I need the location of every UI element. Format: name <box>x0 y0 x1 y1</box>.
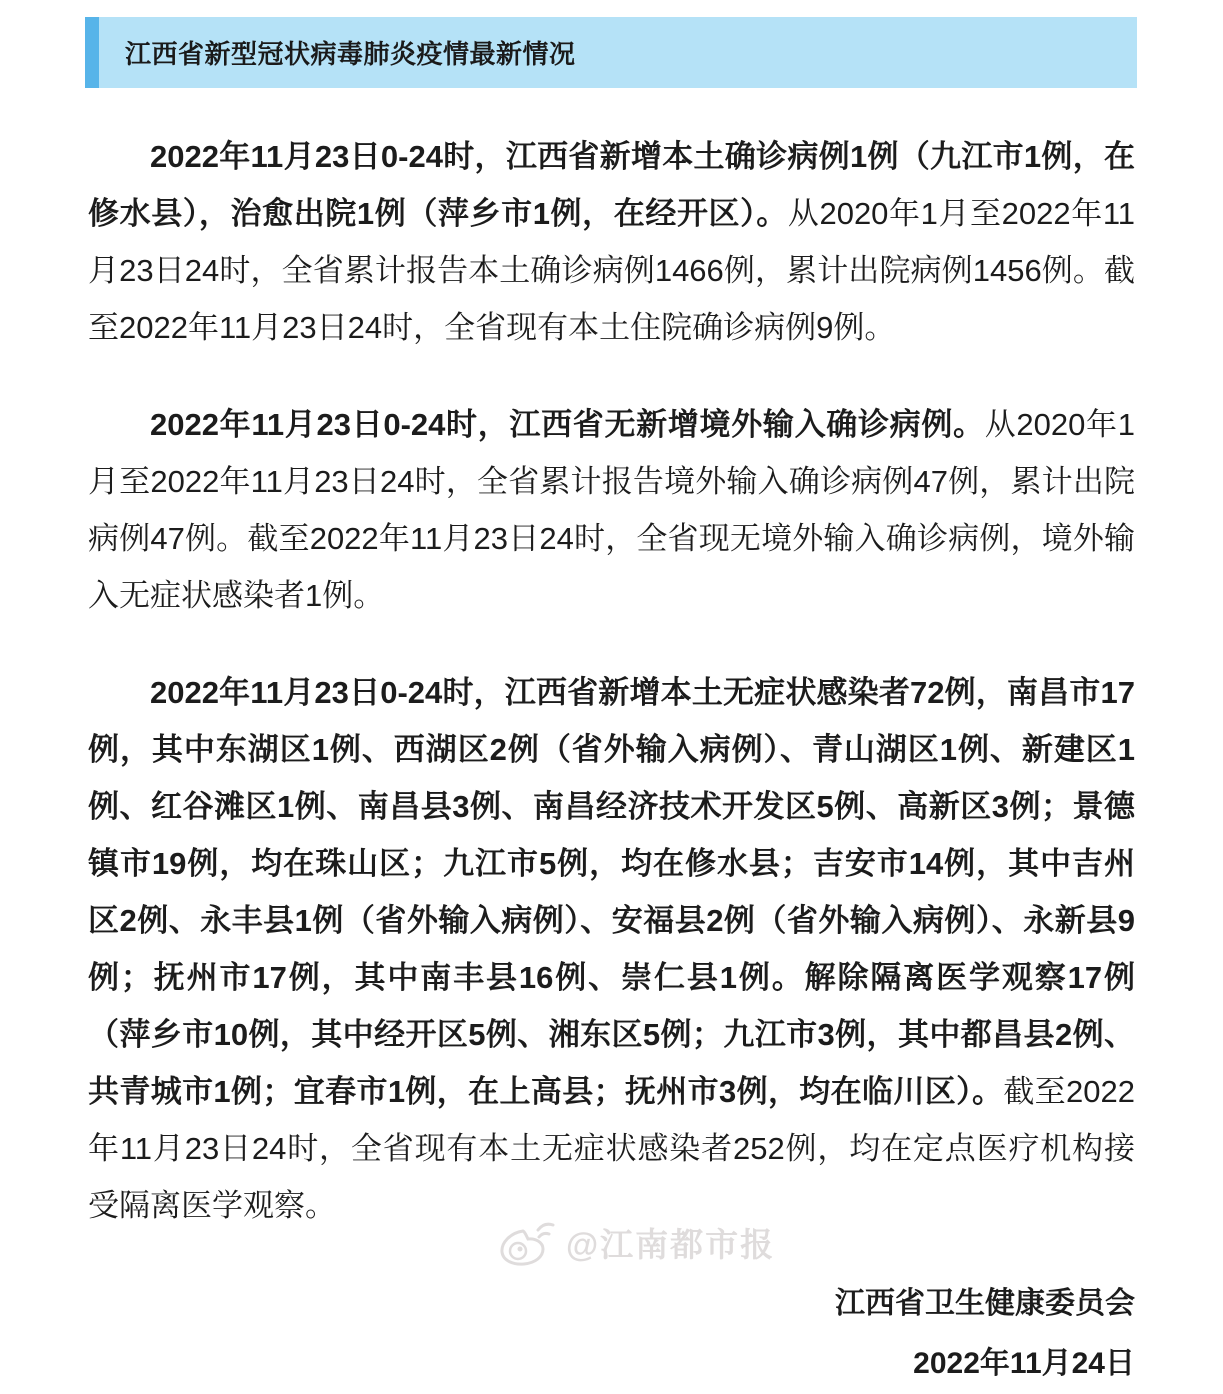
paragraph-imported-lead: 2022年11月23日0-24时，江西省无新增境外输入确诊病例。 <box>150 407 985 442</box>
signature-block <box>88 1274 1135 1394</box>
paragraph-local-confirmed-detail: 从2020年1月至2022年11月23日24时，全省累计报告本土确诊病例1466例，累计出院病例1456例。截至2022年11月23日24时，全省现有本土住院确诊病例9例。 <box>88 196 1135 345</box>
paragraph-asymptomatic-lead: 2022年11月23日0-24时，江西省新增本土无症状感染者72例，南昌市17例，其中东湖区1例、西湖区2例（省外输入病例）、青山湖区1例、新建区1例、红谷滩区1例、南昌县3例、南昌经济技术开发区5例、高新区3例；景德镇市19例，均在珠山区；九江市5例，均在修水县；吉安市14例，其中吉州区2例、永丰县1例（省外输入病例）、安福县2例（省外输入病例）、永新县9例；抚州市17例，其中南丰县16例、崇仁县1例。解除隔离医学观察17例（萍乡市10例，其中经开区5例、湘东区5例；九江市3例，其中都昌县2例、共青城市1例；宜春市1例，在上高县；抚州市3例，均在临川区）。 <box>88 675 1135 1109</box>
title-bar <box>85 17 1137 88</box>
paragraph-imported-detail: 从2020年1月至2022年11月23日24时，全省累计报告境外输入确诊病例47例，累计出院病例47例。截至2022年11月23日24时，全省现无境外输入确诊病例，境外输入无症状感染者1例。 <box>88 407 1135 613</box>
paragraph-local-confirmed-lead: 2022年11月23日0-24时，江西省新增本土确诊病例1例（九江市1例，在修水县），治愈出院1例（萍乡市1例，在经开区）。 <box>88 139 1135 231</box>
watermark-text: @江南都市报 <box>566 1225 776 1263</box>
title-accent-bar <box>85 17 99 88</box>
signature-date: 2022年11月24日 <box>913 1347 1135 1380</box>
page-title: 江西省新型冠状病毒肺炎疫情最新情况 <box>125 39 576 69</box>
paragraph-asymptomatic-cases <box>88 664 1135 1234</box>
notice-body <box>88 128 1135 1394</box>
paragraph-asymptomatic-detail: 截至2022年11月23日24时，全省现有本土无症状感染者252例，均在定点医疗机构接受隔离医学观察。 <box>88 1074 1135 1223</box>
paragraph-local-confirmed-cases <box>88 128 1135 356</box>
signature-organization: 江西省卫生健康委员会 <box>835 1287 1135 1320</box>
paragraph-imported-cases <box>88 396 1135 624</box>
